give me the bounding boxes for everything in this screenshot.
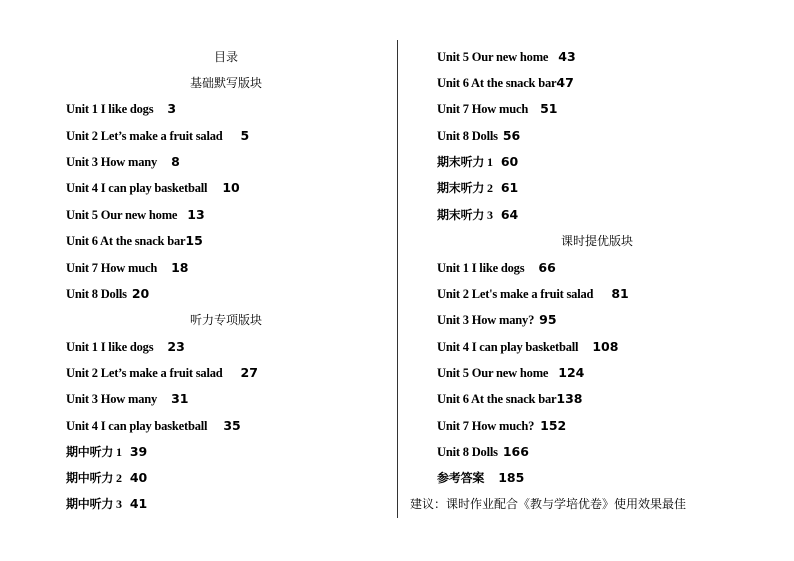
toc-entry[interactable]: Unit 1 I like dogs 3 [66,101,177,116]
section-heading-listening: 听力专项版块 [189,313,262,327]
column-divider [397,40,398,518]
toc-entry[interactable]: Unit 4 I can play basketball 10 [66,180,240,195]
toc-entry[interactable]: Unit 3 How many 31 [66,391,189,406]
toc-entry[interactable]: Unit 4 I can play basketball 35 [66,418,241,433]
toc-entry[interactable]: 期末听力 1 60 [437,154,519,169]
toc-entry[interactable]: Unit 3 How many? 95 [437,312,557,327]
toc-entry[interactable]: Unit 2 Let’s make a fruit salad 27 [66,365,258,380]
toc-entry[interactable]: Unit 7 How much 51 [437,101,558,116]
toc-entry[interactable]: Unit 6 At the snack bar15 [66,233,203,248]
toc-entry[interactable]: Unit 6 At the snack bar47 [437,75,574,90]
toc-title: 目录 [213,50,238,64]
toc-entry[interactable]: Unit 5 Our new home 124 [437,365,585,380]
toc-entry[interactable]: Unit 6 At the snack bar138 [437,391,583,406]
toc-entry[interactable]: 期末听力 2 61 [437,180,519,195]
toc-entry[interactable]: Unit 7 How much 18 [66,260,189,275]
usage-note: 建议：课时作业配合《教与学培优卷》使用效果最佳 [410,497,687,511]
toc-entry[interactable]: Unit 2 Let’s make a fruit salad 5 [66,128,250,143]
toc-entry[interactable]: Unit 5 Our new home 13 [66,207,205,222]
toc-entry[interactable]: 期末听力 3 64 [437,207,519,222]
toc-entry[interactable]: Unit 3 How many 8 [66,154,180,169]
toc-entry[interactable]: Unit 1 I like dogs 66 [437,260,556,275]
section-heading-lesson-improvement: 课时提优版块 [560,234,633,248]
toc-entry-answers[interactable]: 参考答案 185 [437,470,525,485]
toc-entry[interactable]: Unit 5 Our new home 43 [437,49,576,64]
toc-entry[interactable]: 期中听力 2 40 [66,470,148,485]
toc-entry[interactable]: Unit 1 I like dogs 23 [66,339,185,354]
toc-entry[interactable]: Unit 8 Dolls 56 [437,128,521,143]
toc-entry[interactable]: Unit 7 How much? 152 [437,418,567,433]
toc-entry[interactable]: 期中听力 1 39 [66,444,148,459]
toc-entry[interactable]: Unit 2 Let's make a fruit salad 81 [437,286,629,301]
toc-entry[interactable]: Unit 4 I can play basketball 108 [437,339,619,354]
toc-entry[interactable]: 期中听力 3 41 [66,496,148,511]
toc-entry[interactable]: Unit 8 Dolls 166 [437,444,529,459]
section-heading-basic-dictation: 基础默写版块 [189,76,262,90]
toc-entry[interactable]: Unit 8 Dolls 20 [66,286,150,301]
